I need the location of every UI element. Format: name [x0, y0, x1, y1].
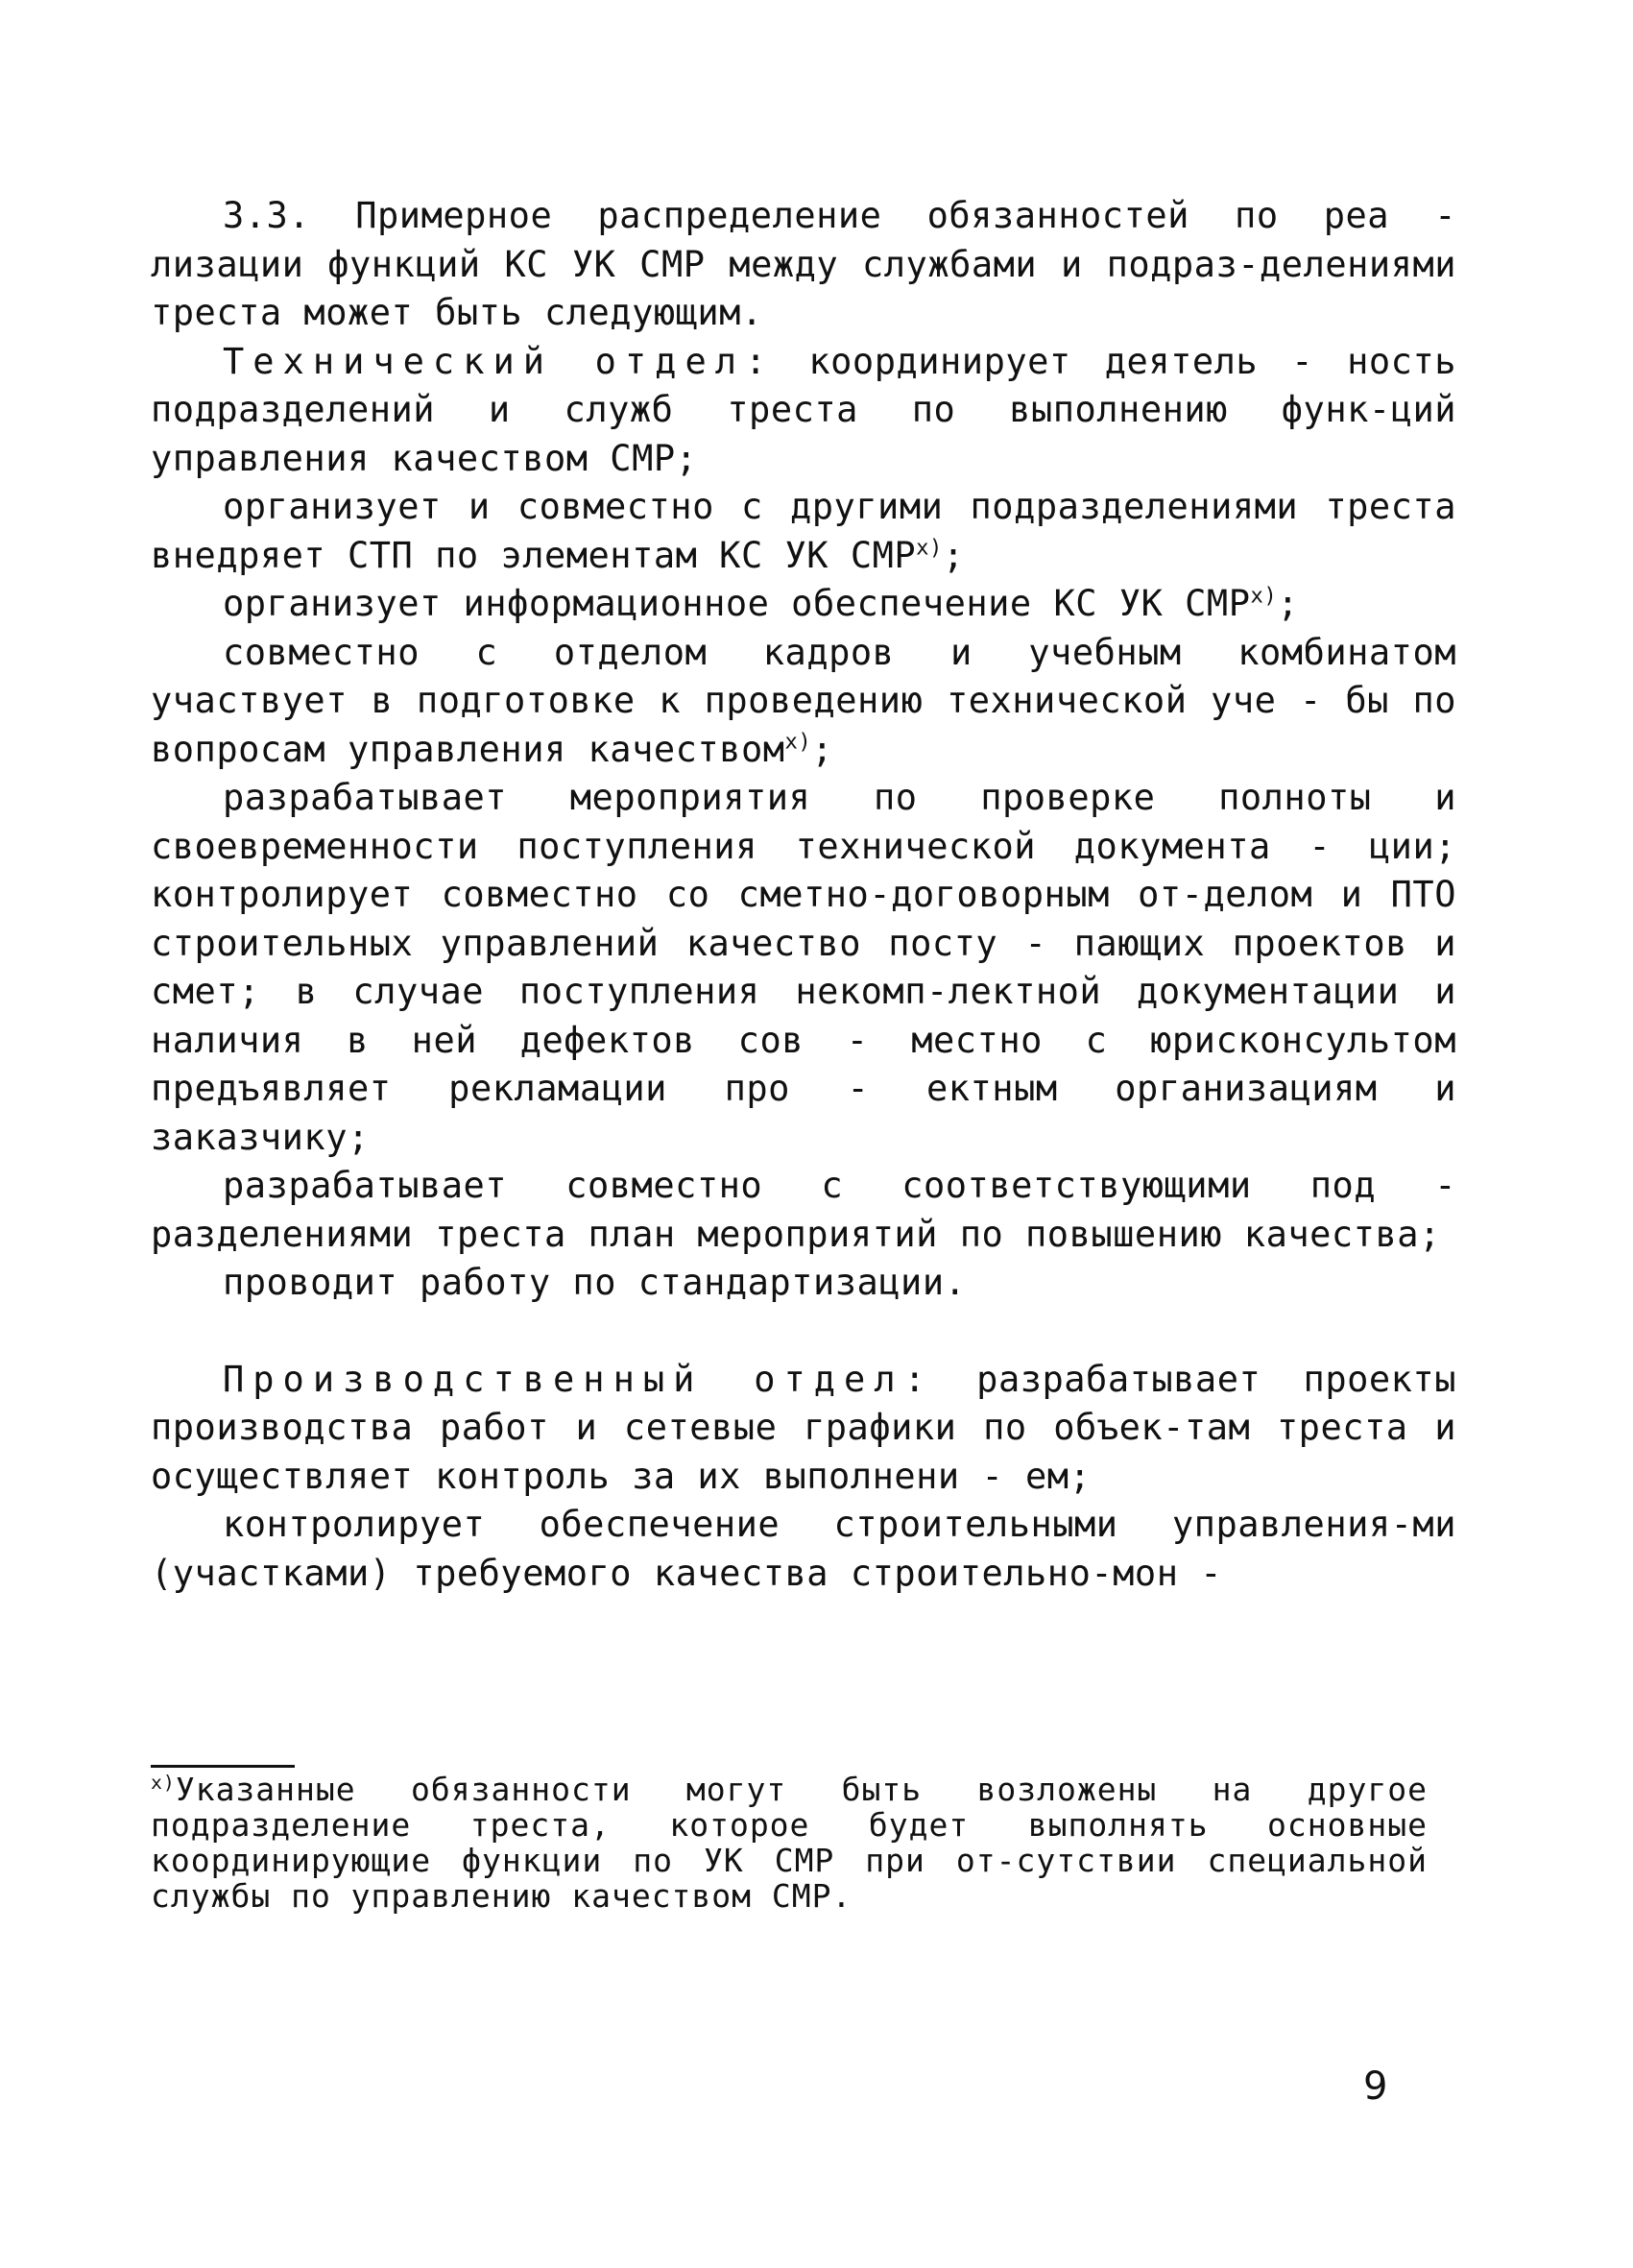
duty-text: совместно с отделом кадров и учебным комбинатом участвует в подготовке к проведению технической уче - бы по вопросам управления качеством	[151, 631, 1456, 770]
technical-department-intro: координирует деятель - ность подразделений и служб треста по выполнению функ-ций управления качеством СМР;	[151, 340, 1456, 479]
production-department-heading: Производственный отдел:	[223, 1358, 934, 1400]
footnote-mark: x)	[784, 729, 812, 755]
duty-punctuation: ;	[811, 728, 834, 770]
technical-department-paragraph	[151, 338, 1456, 484]
production-department-intro: разрабатывает проекты производства работ и сетевые графики по объек-там треста и осуществляет контроль за их выполнени - ем;	[151, 1358, 1456, 1497]
footnote-rule	[151, 1765, 295, 1768]
production-duty-1: контролирует обеспечение строительными управления-ми (участками) требуемого качества строительно-мон -	[151, 1504, 1456, 1594]
footnote-mark: x)	[1250, 583, 1278, 609]
technical-duty-4: разрабатывает мероприятия по проверке полноты и своевременности поступления технической документа - ции; контролирует совместно со сметно-договорным от-делом и ПТО строительных управлений качество посту - пающих проектов и смет; в случае поступления некомп-лектной документации и наличия в ней дефектов сов - местно с юрисконсультом предъявляет рекламации про - ектным организациям и заказчику;	[151, 777, 1456, 1158]
footnote-text-block	[151, 1772, 1428, 1914]
technical-duty-1	[151, 483, 1456, 580]
footnote-mark: x)	[916, 535, 943, 561]
technical-duty-6: проводит работу по стандартизации.	[223, 1262, 967, 1303]
page-body	[151, 192, 1456, 1598]
technical-duty-2	[151, 580, 1456, 629]
production-department-paragraph	[151, 1356, 1456, 1502]
footnote-text: Указанные обязанности могут быть возложены на другое подразделение треста, которое будет выполнять основные координирующие функции по УК СМР при от-сутствии специальной службы по управлению качеством СМР.	[151, 1771, 1428, 1915]
duty-text: организует и совместно с другими подразделениями треста внедряет СТП по элементам КС УК СМР	[151, 486, 1456, 576]
duty-punctuation: ;	[1277, 583, 1299, 624]
technical-duty-5: разрабатывает совместно с соответствующими под - разделениями треста план мероприятий по повышению качества;	[151, 1165, 1456, 1255]
technical-duty-3	[151, 629, 1456, 775]
technical-department-heading: Технический отдел:	[223, 340, 776, 382]
paragraph-intro: 3.3. Примерное распределение обязанностей по реа - лизации функций КС УК СМР между службами и подраз-делениями треста может быть следующим.	[151, 195, 1456, 333]
duty-text: организует информационное обеспечение КС УК СМР	[223, 583, 1251, 624]
footnote-mark: x)	[151, 1772, 176, 1794]
footnote	[151, 1765, 1428, 1914]
page-number: 9	[1363, 2064, 1388, 2109]
duty-punctuation: ;	[942, 534, 965, 576]
